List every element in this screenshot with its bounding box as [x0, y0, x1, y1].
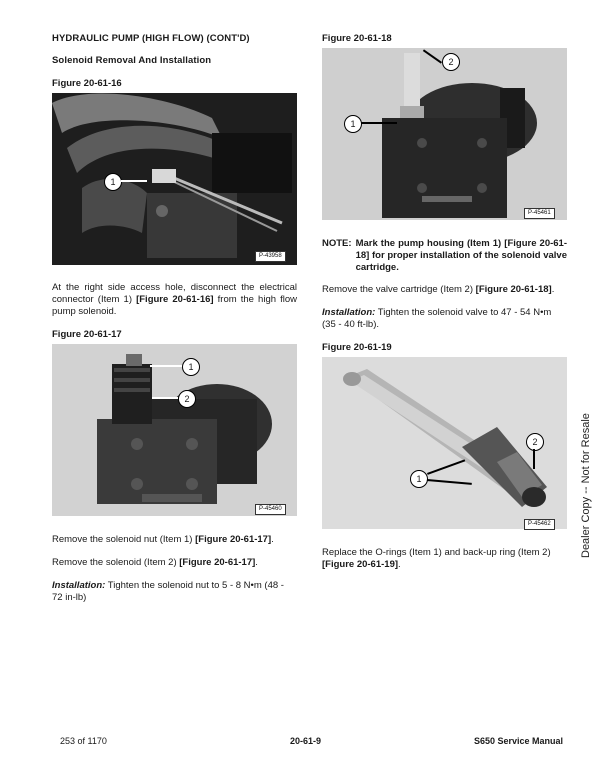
- figure-photo-valve-cartridge: [322, 357, 567, 529]
- photo-illustration: [322, 48, 567, 220]
- callout-1: 1: [104, 173, 122, 191]
- callout-arrow: [361, 122, 397, 124]
- figure-label: Figure 20-61-17: [52, 329, 122, 340]
- figure-photo-connector: [52, 93, 297, 265]
- callout-2: 2: [526, 433, 544, 451]
- photo-illustration: [52, 93, 297, 265]
- callout-2: 2: [178, 390, 196, 408]
- figure-photo-solenoid: [52, 344, 297, 516]
- photo-id: P-45462: [524, 519, 555, 530]
- callout-1: 1: [182, 358, 200, 376]
- note-text: Mark the pump housing (Item 1) [Figure 20-61-18] for proper installation of the solenoid valve cartridge.: [355, 238, 567, 273]
- note-label: NOTE:: [322, 238, 352, 249]
- figure-label: Figure 20-61-16: [52, 78, 122, 89]
- callout-arrow: [152, 397, 178, 399]
- photo-id: P-43958: [255, 251, 286, 262]
- paragraph: At the right side access hole, disconnect the electrical connector (Item 1) [Figure 20-61-16] from the high flow pump solenoid.: [52, 282, 298, 317]
- paragraph: Replace the O-rings (Item 1) and back-up ring (Item 2) [Figure 20-61-19].: [322, 547, 551, 570]
- figure-label: Figure 20-61-18: [322, 33, 392, 44]
- callout-2: 2: [442, 53, 460, 71]
- paragraph: Remove the valve cartridge (Item 2) [Figure 20-61-18].: [322, 284, 555, 295]
- page-count: 253 of 1170: [60, 736, 107, 746]
- photo-illustration: [52, 344, 297, 516]
- photo-id: P-45460: [255, 504, 286, 515]
- callout-arrow: [533, 449, 535, 469]
- section-title: HYDRAULIC PUMP (HIGH FLOW) (CONT'D): [52, 33, 250, 44]
- callout-1: 1: [410, 470, 428, 488]
- installation-note: Installation: Tighten the solenoid nut to 5 - 8 N•m (48 - 72 in-lb): [52, 580, 284, 603]
- paragraph: Remove the solenoid nut (Item 1) [Figure 20-61-17].: [52, 534, 274, 545]
- paragraph: Remove the solenoid (Item 2) [Figure 20-61-17].: [52, 557, 258, 568]
- figure-label: Figure 20-61-19: [322, 342, 392, 353]
- callout-arrow: [121, 180, 147, 182]
- callout-1: 1: [344, 115, 362, 133]
- page-number: 20-61-9: [290, 736, 322, 746]
- note-block: [322, 238, 567, 274]
- watermark: Dealer Copy -- Not for Resale: [580, 413, 592, 558]
- manual-title: S650 Service Manual: [474, 736, 564, 746]
- photo-id: P-45461: [524, 208, 555, 219]
- subsection-title: Solenoid Removal And Installation: [52, 55, 212, 66]
- figure-photo-pump-housing: [322, 48, 567, 220]
- callout-arrow: [150, 365, 182, 367]
- installation-note: Installation: Tighten the solenoid valve to 47 - 54 N•m (35 - 40 ft-lb).: [322, 307, 552, 330]
